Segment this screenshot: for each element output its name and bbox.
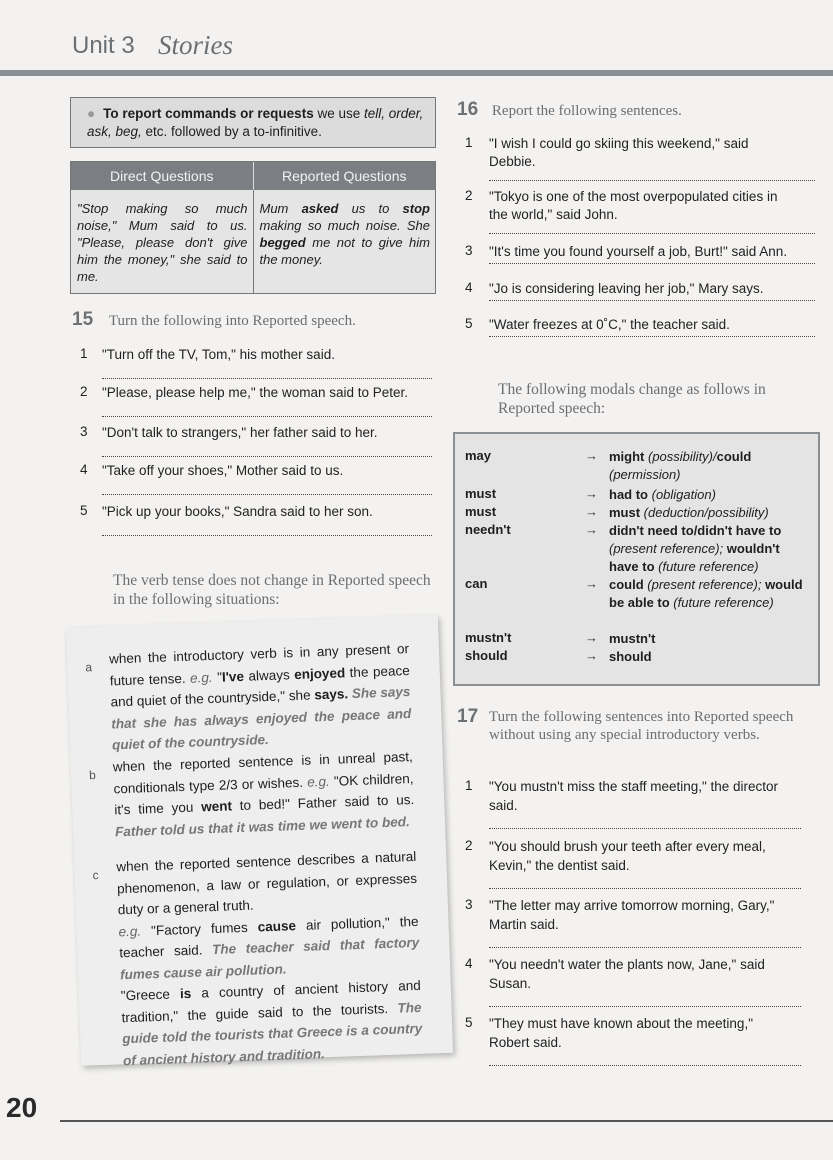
answer-line xyxy=(489,1065,801,1066)
item-text: "You mustn't miss the staff meeting," the director xyxy=(489,779,779,794)
modal-to-note: (present reference); xyxy=(609,541,727,556)
item-text: "You should brush your teeth after every meal, xyxy=(489,839,766,854)
modal-to xyxy=(609,504,809,522)
arrow-icon: → xyxy=(585,448,598,463)
item-text-2: Martin said. xyxy=(489,917,559,932)
bullet-icon: ● xyxy=(87,106,96,121)
answer-line xyxy=(489,263,815,264)
answer-line xyxy=(489,336,815,337)
col-reported: Reported Questions xyxy=(253,162,436,190)
list-item xyxy=(80,346,435,386)
modal-to-bold: should xyxy=(609,649,652,664)
item-text: "Pick up your books," Sandra said to her son. xyxy=(102,504,373,519)
modal-to xyxy=(609,576,809,612)
rule-text: we use xyxy=(313,106,364,121)
modal-to-bold: might xyxy=(609,449,645,464)
table-header xyxy=(71,162,435,190)
modal-to xyxy=(609,648,809,666)
questions-table xyxy=(70,161,436,294)
answer-line xyxy=(102,378,432,379)
arrow-icon: → xyxy=(585,648,598,663)
item-text-2: Robert said. xyxy=(489,1035,562,1050)
list-item xyxy=(465,316,817,366)
item-number: 3 xyxy=(80,424,88,439)
answer-line xyxy=(489,233,815,234)
modal-from: must xyxy=(465,504,497,519)
answer-line xyxy=(102,456,432,457)
modal-from: should xyxy=(465,648,508,663)
cell-bold: asked xyxy=(301,201,339,216)
modal-to xyxy=(609,486,809,504)
unit-label: Unit 3 xyxy=(72,32,135,59)
modal-from: needn't xyxy=(465,522,511,537)
answer-line xyxy=(489,828,801,829)
item-text: "Jo is considering leaving her job," Mary says. xyxy=(489,281,764,296)
rule-box xyxy=(70,97,436,148)
modal-to xyxy=(609,522,809,576)
modal-to xyxy=(609,630,809,648)
ex16-number: 16 xyxy=(457,99,479,120)
item-text: "Please, please help me," the woman said to Peter. xyxy=(102,385,409,400)
rule-bold: To report commands or requests xyxy=(103,106,314,121)
answer-line xyxy=(102,494,432,495)
note-b: when the reported sentence is in unreal past, conditionals type 2/3 or wishes. e.g. "OK children, it's time you went to bed!" Father said to us. Father told us that it was time we went to bed. xyxy=(112,748,415,839)
rule-verbs: tell, order, ask, beg, xyxy=(87,106,424,139)
answer-line xyxy=(489,1006,801,1007)
item-number: 2 xyxy=(465,838,473,853)
note-c: when the reported sentence describes a natural phenomenon, a law or regulation, or expresses duty or a general truth. e.g. "Factory fumes cause air pollution," the teacher said. The teacher said that factory fumes cause air pollution. "Greece is a country of ancient history and tradition," the guide said to the tourists. The guide told the tourists that Greece is a country of ancient history and tradition. xyxy=(116,848,423,1068)
table-row xyxy=(71,190,435,293)
item-text: "I wish I could go skiing this weekend," said xyxy=(489,136,749,151)
item-text: "They must have known about the meeting," xyxy=(489,1016,753,1031)
list-item xyxy=(465,778,817,833)
tense-title: The verb tense does not change in Reported speech in the following situations: xyxy=(113,572,431,608)
ex17-number: 17 xyxy=(457,706,479,727)
page-number: 20 xyxy=(6,1092,38,1123)
direct-cell: "Stop making so much noise," Mum said to us. "Please, please don't give him the money," she said to me. xyxy=(77,201,248,284)
modal-to-note-2: (permission) xyxy=(609,467,681,482)
note-a: when the introductory verb is in any present or future tense. e.g. "I've always enjoyed the peace and quiet of the countryside," she says. She says that she has always enjoyed the peace and quiet of the countryside. xyxy=(108,641,412,753)
list-item xyxy=(80,384,435,424)
ex17-title: Turn the following sentences into Reported speech without using any special introductory verbs. xyxy=(489,709,794,743)
unit-title: Stories xyxy=(158,30,234,60)
list-item xyxy=(465,188,817,238)
arrow-icon: → xyxy=(585,486,598,501)
arrow-icon: → xyxy=(585,630,598,645)
item-number: 4 xyxy=(80,462,88,477)
answer-line xyxy=(489,888,801,889)
modal-to-bold-2: could xyxy=(716,449,752,464)
item-text-2: Kevin," the dentist said. xyxy=(489,858,630,873)
item-number: 1 xyxy=(80,346,88,361)
modal-to-note-2: (future reference) xyxy=(669,595,774,610)
item-number: 3 xyxy=(465,243,473,258)
footer-rule xyxy=(60,1120,833,1122)
item-text-2: Susan. xyxy=(489,976,532,991)
cell-text: me not to give him the money. xyxy=(259,235,430,267)
modal-to-note: (present reference); xyxy=(643,577,766,592)
arrow-icon: → xyxy=(585,576,598,591)
list-item xyxy=(80,503,435,543)
answer-line xyxy=(489,300,815,301)
item-text: "You needn't water the plants now, Jane," said xyxy=(489,957,765,972)
modal-from: may xyxy=(465,448,492,463)
modal-to xyxy=(609,448,809,484)
modal-to-bold: didn't need to/didn't have to xyxy=(609,523,782,538)
answer-line xyxy=(489,947,801,948)
modal-to-note: (obligation) xyxy=(648,487,716,502)
item-text: "Tokyo is one of the most overpopulated cities in xyxy=(489,189,778,204)
reported-cell xyxy=(253,190,436,293)
answer-line xyxy=(489,180,815,181)
answer-line xyxy=(102,535,432,536)
item-text: "Don't talk to strangers," her father said to her. xyxy=(102,425,378,440)
header-rule xyxy=(0,70,833,76)
item-text: "Take off your shoes," Mother said to us. xyxy=(102,463,344,478)
label-c: c xyxy=(92,868,99,883)
item-number: 1 xyxy=(465,778,473,793)
modals-table xyxy=(453,432,820,686)
ex15-heading xyxy=(72,309,356,331)
rule-text-2: etc. followed by a to-infinitive. xyxy=(141,124,322,139)
ex16-title: Report the following sentences. xyxy=(491,103,682,119)
modal-to-bold: could xyxy=(609,577,644,592)
cell-bold: begged xyxy=(259,235,306,250)
ex15-title: Turn the following into Reported speech. xyxy=(108,313,356,329)
modal-from: must xyxy=(465,486,497,501)
arrow-icon: → xyxy=(585,504,598,519)
list-item xyxy=(465,1015,817,1070)
modal-to-note: (deduction/possibility) xyxy=(640,505,769,520)
item-text: "Turn off the TV, Tom," his mother said. xyxy=(102,347,335,362)
answer-line xyxy=(102,416,432,417)
label-a: a xyxy=(85,660,93,675)
list-item xyxy=(80,424,435,464)
item-number: 5 xyxy=(465,1015,473,1030)
arrow-icon: → xyxy=(585,522,598,537)
col-direct: Direct Questions xyxy=(110,168,214,184)
item-text-2: said. xyxy=(489,798,518,813)
cell-text: making so much noise. She xyxy=(259,218,430,233)
ex15-number: 15 xyxy=(72,309,94,330)
list-item xyxy=(465,135,817,185)
item-number: 5 xyxy=(465,316,473,331)
list-item xyxy=(465,897,817,952)
label-b: b xyxy=(88,768,97,783)
tense-note-card xyxy=(66,615,453,1066)
item-text: "Water freezes at 0˚C," the teacher said. xyxy=(489,317,730,332)
modals-title: The following modals change as follows in Reported speech: xyxy=(498,381,766,417)
modal-from: can xyxy=(465,576,488,591)
item-number: 2 xyxy=(465,188,473,203)
modal-to-note-2: (future reference) xyxy=(654,559,759,574)
item-number: 1 xyxy=(465,135,473,150)
modal-to-bold: had to xyxy=(609,487,648,502)
modal-to-bold: mustn't xyxy=(609,631,656,646)
cell-text: us to xyxy=(338,201,403,216)
item-number: 4 xyxy=(465,280,473,295)
modal-from: mustn't xyxy=(465,630,512,645)
list-item xyxy=(465,956,817,1011)
item-number: 3 xyxy=(465,897,473,912)
modal-to-bold-2: would be able to xyxy=(609,577,803,610)
cell-bold: stop xyxy=(402,201,430,216)
item-text: "It's time you found yourself a job, Burt!" said Ann. xyxy=(489,244,788,259)
item-text-2: Debbie. xyxy=(489,154,536,169)
modal-to-bold-2: wouldn't have to xyxy=(609,541,780,574)
modal-to-note: (possibility)/ xyxy=(644,449,717,464)
modal-to-bold: must xyxy=(609,505,641,520)
item-number: 2 xyxy=(80,384,88,399)
item-number: 5 xyxy=(80,503,88,518)
item-text: "The letter may arrive tomorrow morning, Gary," xyxy=(489,898,775,913)
list-item xyxy=(465,838,817,893)
item-number: 4 xyxy=(465,956,473,971)
ex16-heading xyxy=(457,99,682,121)
list-item xyxy=(80,462,435,502)
item-text-2: the world," said John. xyxy=(489,207,618,222)
cell-text: Mum xyxy=(259,201,302,216)
